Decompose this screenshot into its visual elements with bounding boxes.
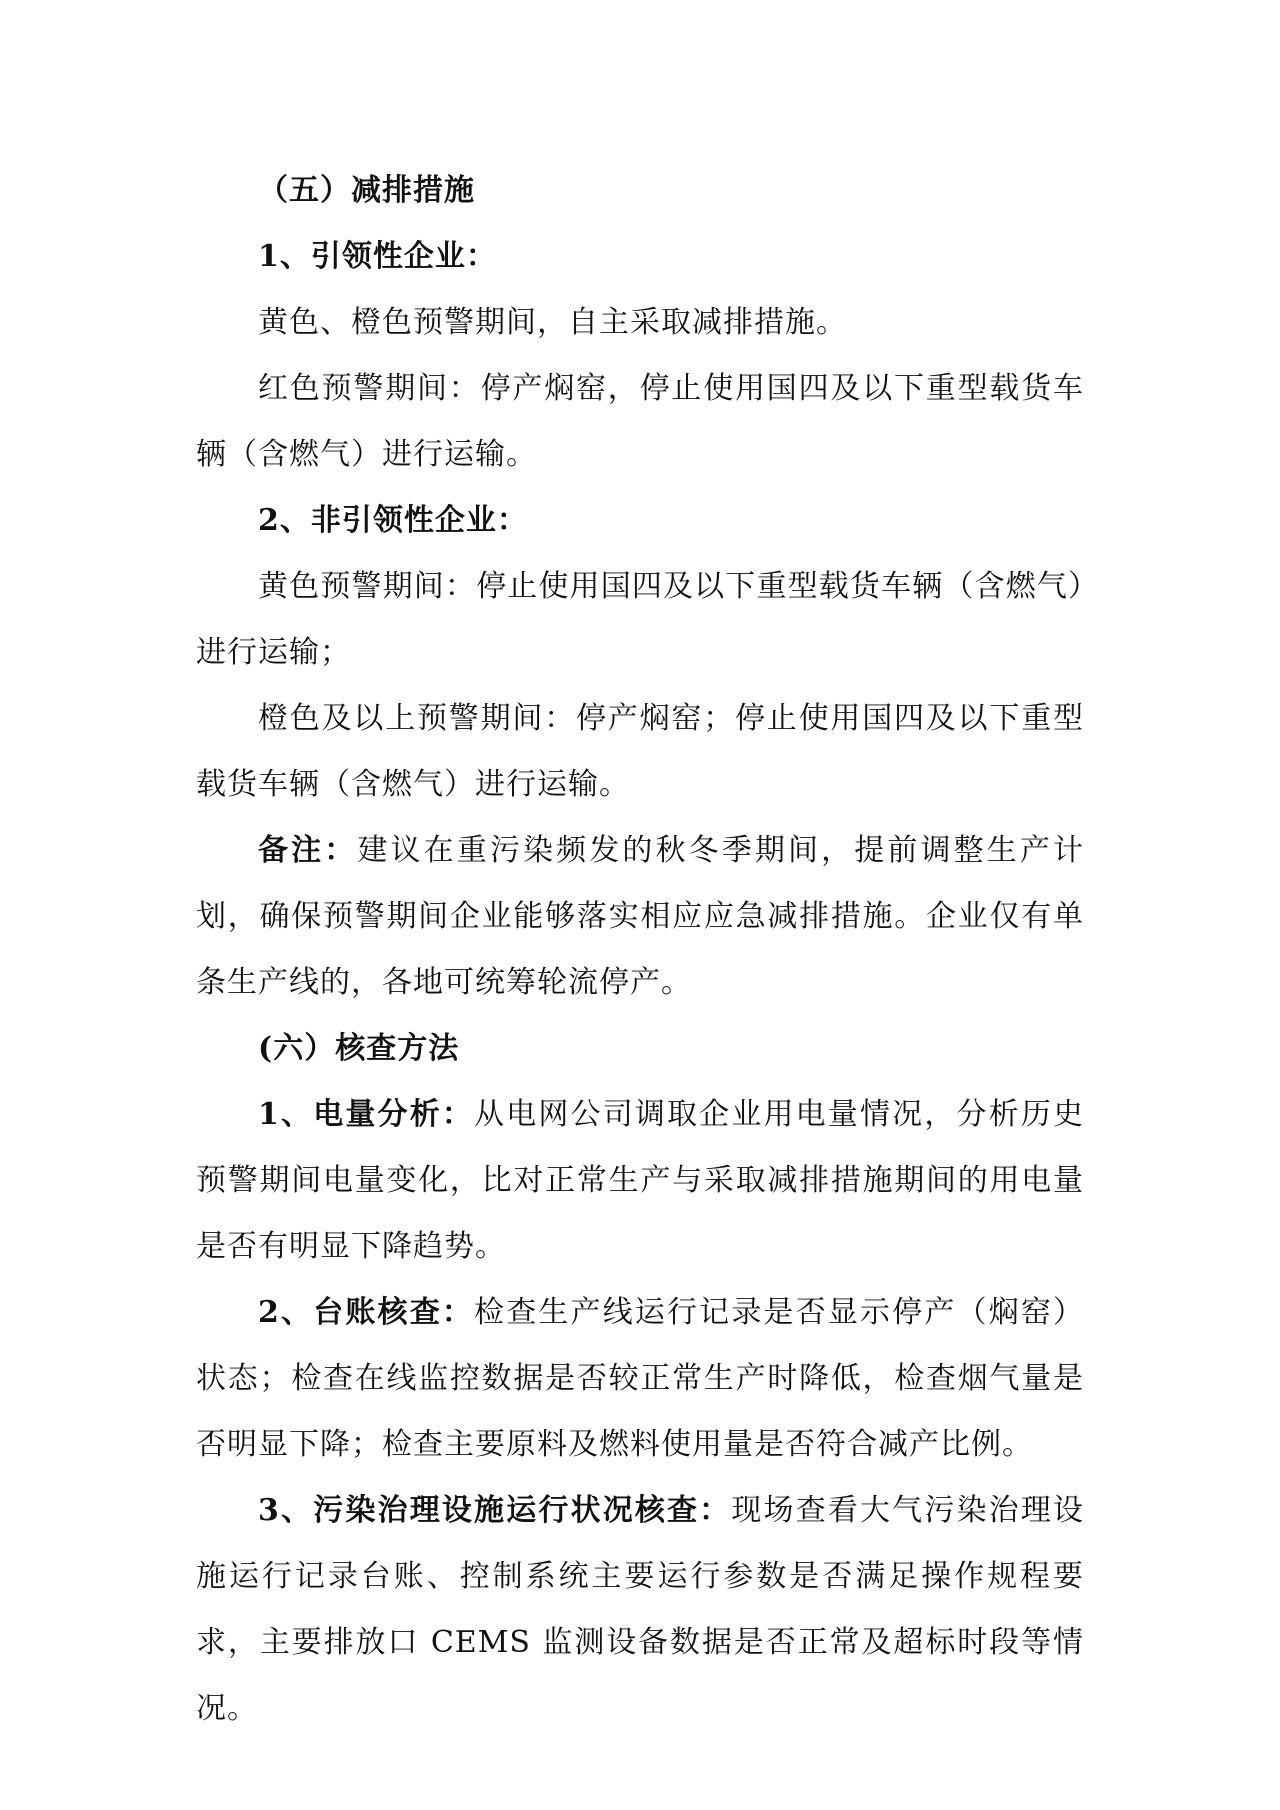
method-3-label: 3、污染治理设施运行状况核查： [258,1493,732,1528]
method-2-label: 2、台账核查： [258,1295,475,1330]
method-2-paragraph [196,1280,1084,1478]
item-1-paragraph-1: 黄色、橙色预警期间，自主采取减排措施。 [258,305,847,340]
method-2-text: 检查生产线运行记录是否显示停产（焖窑）状态；检查在线监控数据是否较正常生产时降低，检查烟气量是否明显下降；检查主要原料及燃料使用量是否符合减产比例。 [196,1295,1085,1462]
note-paragraph [196,818,1084,1016]
document-body [196,158,1084,1742]
method-1-text: 从电网公司调取企业用电量情况，分析历史预警期间电量变化，比对正常生产与采取减排措施期间的用电量是否有明显下降趋势。 [196,1097,1085,1264]
item-2-title: 2、非引领性企业： [258,503,528,538]
item-1-paragraph-2: 红色预警期间：停产焖窑，停止使用国四及以下重型载货车辆（含燃气）进行运输。 [196,371,1084,472]
item-1-title: 1、引领性企业： [258,239,497,274]
method-3-text: 现场查看大气污染治理设施运行记录台账、控制系统主要运行参数是否满足操作规程要求，主要排放口 CEMS 监测设备数据是否正常及超标时段等情况。 [196,1493,1085,1726]
note-text: 建议在重污染频发的秋冬季期间，提前调整生产计划，确保预警期间企业能够落实相应应急减排措施。企业仅有单条生产线的，各地可统筹轮流停产。 [196,833,1084,1000]
section-6-title: (六）核查方法 [258,1031,460,1066]
item-2-paragraph-2: 橙色及以上预警期间：停产焖窑；停止使用国四及以下重型载货车辆（含燃气）进行运输。 [196,701,1084,802]
item-2-paragraph-1: 黄色预警期间：停止使用国四及以下重型载货车辆（含燃气）进行运输； [196,569,1084,670]
note-label: 备注： [258,833,358,868]
method-1-label: 1、电量分析： [258,1097,475,1132]
section-5-title: （五）减排措施 [258,173,475,208]
method-1-paragraph [196,1082,1084,1280]
method-3-paragraph [196,1478,1084,1742]
